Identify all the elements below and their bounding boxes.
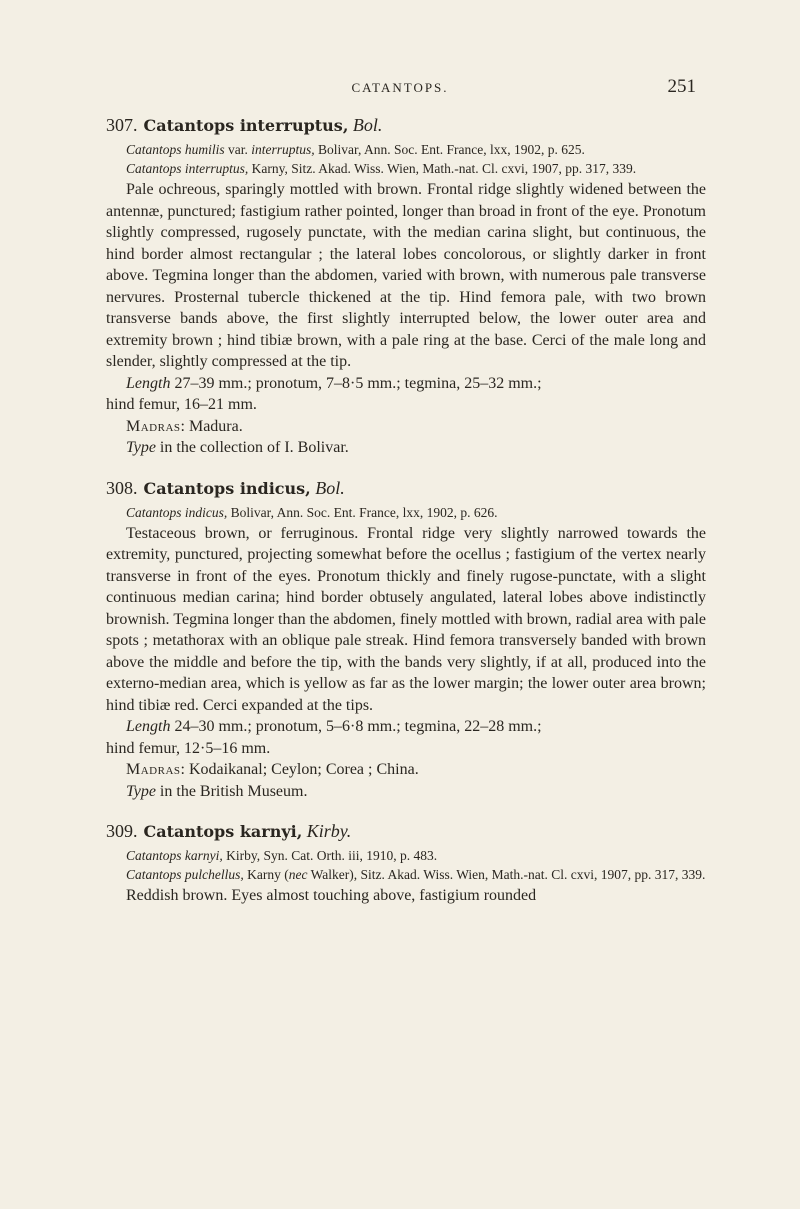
species-description: Reddish brown. Eyes almost touching above, fastigium rounded xyxy=(126,887,537,904)
measurements-continued: hind femur, 12·5–16 mm. xyxy=(106,739,271,757)
synonym-name: Catantops karnyi, xyxy=(126,848,223,863)
page-content xyxy=(106,112,706,923)
type-text: in the collection of I. Bolivar. xyxy=(155,439,349,456)
synonym-citation: Kirby, Syn. Cat. Orth. iii, 1910, p. 483. xyxy=(222,848,438,863)
synonym-line xyxy=(106,847,706,864)
synonym-text: Karny ( xyxy=(243,867,289,882)
length-values: 27–39 mm.; pronotum, 7–8·5 mm.; tegmina, 25–32 mm.; xyxy=(170,374,542,392)
species-entry-307 xyxy=(106,112,706,459)
species-entry-309 xyxy=(106,818,706,907)
entry-number: 308. xyxy=(106,477,138,498)
species-name: Catantops indicus, xyxy=(143,478,311,498)
species-name: Catantops karnyi, xyxy=(143,822,303,841)
species-name: Catantops interruptus, xyxy=(143,116,349,135)
species-description: Pale ochreous, sparingly mottled with brown. Frontal ridge slightly widened between the antennæ, punctured; fastigium rather pointed, longer than broad in front of the eye. Pronotum slightly compressed, rugosely punctate, with the median carina slight, but continuous, the hind border almost rectangular ; the lateral lobes concolorous, or slightly darker in front above. Tegmina longer than the abdomen, varied with brown, with numerous pale transverse nervures. Prosternal tubercle thickened at the tip. Hind femora pale, with two brown transverse bands above, the first slightly interrupted below, the lower outer area and extremity brown ; hind tibiæ brown, with a pale ring at the base. Cerci of the male long and slender, slightly compressed at the tip. xyxy=(106,181,706,370)
locality-region: Madras xyxy=(126,417,181,435)
type-label: Type xyxy=(126,439,156,456)
synonym-name: Catantops indicus, xyxy=(126,504,228,520)
entry-heading xyxy=(106,818,706,845)
running-head-title: CATANTOPS. xyxy=(351,80,449,95)
synonym-line xyxy=(106,866,706,883)
synonym-name: Catantops humilis xyxy=(126,142,225,157)
synonym-line xyxy=(106,160,706,177)
locality-text: : Kodaikanal; Ceylon; Corea ; China. xyxy=(180,761,419,778)
entry-heading xyxy=(106,112,706,139)
entry-number: 307. xyxy=(106,115,138,135)
measurements-continued: hind femur, 16–21 mm. xyxy=(106,396,257,413)
length-label: Length xyxy=(126,718,171,735)
length-values: 24–30 mm.; pronotum, 5–6·8 mm.; tegmina, 22–28 mm.; xyxy=(170,718,542,735)
measurements xyxy=(106,373,706,395)
entry-number: 309. xyxy=(106,821,138,841)
locality xyxy=(106,416,706,438)
species-author: Bol. xyxy=(315,477,345,498)
species-author: Bol. xyxy=(352,115,383,135)
type-location xyxy=(106,437,706,459)
species-description: Testaceous brown, or ferruginous. Frontal ridge very slightly narrowed towards the extremity, punctured, projecting somewhat before the ocellus ; fastigium of the vertex nearly transverse in front of the eyes. Pronotum thickly and finely rugose-punctate, with a slight continuous median carina; hind border obtusely angulated, lateral lobes above indistinctly brownish. Tegmina longer than the abdomen, finely mottled with brown, radial area with pale spots ; metathorax with an oblique pale streak. Hind femora transversely banded with brown above the middle and before the tip, with the bands very slightly, if at all, produced into the externo-median area, which is yellow as far as the lower margin; the lower outer area brown; hind tibiæ red. Cerci expanded at the tips. xyxy=(106,524,706,714)
synonym-name: Catantops pulchellus, xyxy=(126,867,244,882)
type-label: Type xyxy=(126,782,156,800)
synonym-qualifier: nec xyxy=(288,867,308,882)
page-number: 251 xyxy=(667,76,696,97)
synonym-line xyxy=(106,141,706,158)
measurements xyxy=(106,716,706,738)
locality-region: Madras xyxy=(126,761,181,778)
synonym-citation: Karny, Sitz. Akad. Wiss. Wien, Math.-nat. Cl. cxvi, 1907, pp. 317, 339. xyxy=(248,161,637,176)
locality xyxy=(106,759,706,781)
length-label: Length xyxy=(126,374,171,392)
running-head xyxy=(0,76,800,106)
species-entry-308 xyxy=(106,475,706,803)
synonym-citation: Bolivar, Ann. Soc. Ent. France, lxx, 1902, p. 625. xyxy=(314,142,585,157)
entry-heading xyxy=(106,475,706,502)
synonym-text: var. xyxy=(224,142,252,157)
species-author: Kirby. xyxy=(306,821,352,841)
synonym-name: Catantops interruptus, xyxy=(126,161,249,176)
synonym-citation: Walker), Sitz. Akad. Wiss. Wien, Math.-nat. Cl. cxvi, 1907, pp. 317, 339. xyxy=(307,867,706,882)
synonym-name: interruptus, xyxy=(251,142,315,157)
synonym-citation: Bolivar, Ann. Soc. Ent. France, lxx, 1902, p. 626. xyxy=(227,504,498,520)
locality-text: : Madura. xyxy=(180,417,243,435)
synonym-line xyxy=(106,504,706,521)
type-text: in the British Museum. xyxy=(155,782,308,800)
type-location xyxy=(106,781,706,803)
